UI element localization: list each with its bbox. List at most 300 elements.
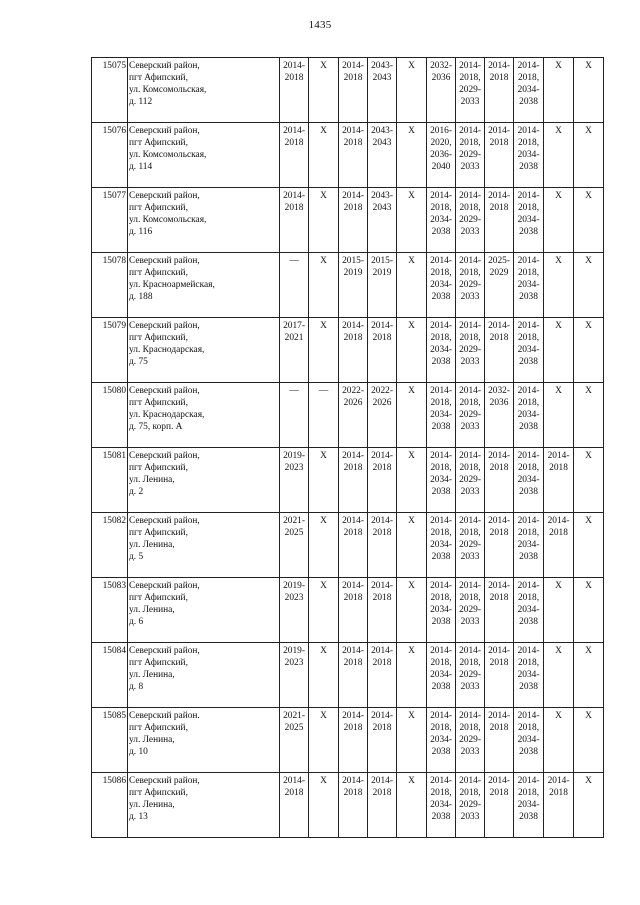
period-value: 2014- <box>342 321 364 331</box>
period-value: 2034- <box>517 345 540 356</box>
address-cell <box>128 123 280 188</box>
period-value: 2043 <box>372 138 392 149</box>
period-cell <box>514 448 544 513</box>
period-value: 2014- <box>342 711 364 721</box>
period-value: 2014- <box>517 321 540 331</box>
period-value: 2033 <box>460 97 480 108</box>
period-cell <box>280 253 309 318</box>
period-cell <box>544 643 574 708</box>
address-line: д. 8 <box>129 682 144 693</box>
period-cell <box>339 188 368 253</box>
period-value: 2033 <box>460 747 480 758</box>
period-value: 2014- <box>459 581 481 591</box>
period-cell <box>456 578 485 643</box>
period-value: X <box>408 581 415 591</box>
address-line: д. 6 <box>129 617 144 628</box>
period-value: 2014- <box>459 451 481 461</box>
period-cell <box>368 253 397 318</box>
period-value: 2018 <box>284 73 304 84</box>
period-cell <box>514 383 544 448</box>
period-value: 2014- <box>430 256 452 266</box>
period-value: 2014- <box>371 581 393 591</box>
period-value: 2018, <box>459 333 481 344</box>
period-cell <box>574 383 604 448</box>
row-number-cell: 15081 <box>92 448 128 513</box>
period-cell <box>309 513 339 578</box>
period-value: 2018 <box>372 593 392 604</box>
period-value: 2018, <box>459 593 481 604</box>
period-value: 2014- <box>371 711 393 721</box>
period-cell <box>368 773 397 838</box>
address-line: пгт Афипский, <box>129 463 188 474</box>
address-cell <box>128 708 280 773</box>
period-value: 2034- <box>517 670 540 681</box>
period-cell <box>280 513 309 578</box>
period-value: 2018, <box>517 463 540 474</box>
period-value: X <box>555 321 562 331</box>
period-value: 2034- <box>430 215 452 226</box>
period-cell <box>397 123 427 188</box>
period-cell <box>280 383 309 448</box>
address-line: ул. Краснодарская, <box>129 345 205 356</box>
period-value: 2026 <box>343 398 363 409</box>
period-value: 2018 <box>489 528 509 539</box>
address-line: д. 5 <box>129 552 144 563</box>
address-cell <box>128 58 280 123</box>
table-row <box>92 708 604 773</box>
period-cell <box>456 448 485 513</box>
period-value: 2021- <box>283 516 305 526</box>
period-value: X <box>555 646 562 656</box>
period-value: 2038 <box>519 227 538 238</box>
period-value: 2014- <box>517 451 540 461</box>
address-line: пгт Афипский, <box>129 723 188 734</box>
period-value: 2018 <box>372 723 392 734</box>
period-value: 2034- <box>430 280 452 291</box>
period-cell <box>514 643 544 708</box>
period-cell <box>397 58 427 123</box>
period-cell <box>397 383 427 448</box>
period-value: X <box>320 126 327 136</box>
period-cell <box>427 773 456 838</box>
period-value: 2029- <box>459 280 481 291</box>
table-row <box>92 448 604 513</box>
period-value: 2034- <box>430 605 452 616</box>
address-line: пгт Афипский, <box>129 268 188 279</box>
period-value: 2018, <box>430 788 452 799</box>
period-cell <box>514 578 544 643</box>
period-value: 2014- <box>488 191 510 201</box>
period-value: 2018 <box>372 463 392 474</box>
period-cell <box>456 188 485 253</box>
period-cell <box>397 643 427 708</box>
period-value: 2029- <box>459 410 481 421</box>
table-row <box>92 253 604 318</box>
row-number-cell: 15077 <box>92 188 128 253</box>
period-value: 2018, <box>517 723 540 734</box>
period-value: 2022- <box>342 386 364 396</box>
period-value: 2029- <box>459 540 481 551</box>
period-value: 2014- <box>517 191 540 201</box>
period-value: 2018 <box>343 593 363 604</box>
period-value: 2036 <box>489 398 509 409</box>
period-value: 2014- <box>342 451 364 461</box>
period-value: 2014- <box>283 191 305 201</box>
table-row <box>92 643 604 708</box>
period-value: X <box>408 126 415 136</box>
period-value: 2038 <box>519 617 538 628</box>
table-row <box>92 123 604 188</box>
period-value: 2023 <box>284 658 304 669</box>
period-value: X <box>408 61 415 71</box>
period-value: 2033 <box>460 812 480 823</box>
period-value: 2014- <box>517 61 540 71</box>
address-cell <box>128 773 280 838</box>
period-value: 2026 <box>372 398 392 409</box>
row-number-cell: 15082 <box>92 513 128 578</box>
period-value: 2014- <box>488 711 510 721</box>
period-cell <box>485 513 514 578</box>
period-cell <box>427 123 456 188</box>
period-cell <box>574 773 604 838</box>
period-cell <box>485 188 514 253</box>
period-value: 2014- <box>517 581 540 591</box>
address-line: пгт Афипский, <box>129 528 188 539</box>
period-cell <box>544 578 574 643</box>
period-value: 2018 <box>343 203 363 214</box>
address-line: Северский район. <box>129 711 200 721</box>
period-value: X <box>408 256 415 266</box>
period-value: 2015- <box>342 256 364 266</box>
period-cell <box>280 773 309 838</box>
address-cell <box>128 188 280 253</box>
period-value: 2018, <box>459 73 481 84</box>
table-row <box>92 188 604 253</box>
period-value: X <box>585 321 592 331</box>
period-cell <box>485 318 514 383</box>
period-value: 2032- <box>488 386 510 396</box>
period-cell <box>544 123 574 188</box>
period-cell <box>368 383 397 448</box>
period-value: 2018 <box>489 723 509 734</box>
period-value: 2018, <box>430 398 452 409</box>
period-cell <box>397 513 427 578</box>
period-cell <box>544 448 574 513</box>
address-line: пгт Афипский, <box>129 398 188 409</box>
address-line: ул. Ленина, <box>129 800 175 811</box>
period-value: 2014- <box>430 711 452 721</box>
address-cell <box>128 578 280 643</box>
address-line: ул. Комсомольская, <box>129 85 207 96</box>
period-value: 2034- <box>517 215 540 226</box>
period-value: X <box>555 191 562 201</box>
period-value: 2014- <box>283 61 305 71</box>
period-cell <box>309 253 339 318</box>
period-value: 2034- <box>517 85 540 96</box>
period-value: 2018, <box>517 788 540 799</box>
period-cell <box>309 318 339 383</box>
period-value: 2038 <box>431 617 451 628</box>
period-value: 2014- <box>459 321 481 331</box>
period-value: 2034- <box>430 670 452 681</box>
period-value: 2043- <box>371 191 393 201</box>
period-value: X <box>555 256 562 266</box>
period-value: 2018, <box>430 203 452 214</box>
address-line: Северский район, <box>129 386 200 396</box>
period-cell <box>456 708 485 773</box>
row-number-cell: 15085 <box>92 708 128 773</box>
period-value: X <box>585 256 592 266</box>
period-value: 2034- <box>430 540 452 551</box>
period-value: 2029- <box>459 215 481 226</box>
period-value: 2014- <box>342 581 364 591</box>
period-value: 2014- <box>283 126 305 136</box>
period-value: X <box>408 776 415 786</box>
address-line: д. 10 <box>129 747 148 758</box>
period-value: 2018, <box>517 138 540 149</box>
period-value: 2018 <box>343 138 363 149</box>
address-line: Северский район, <box>129 451 200 461</box>
table-row <box>92 513 604 578</box>
period-value: 2033 <box>460 682 480 693</box>
period-value: 2014- <box>283 776 305 786</box>
period-cell <box>574 513 604 578</box>
period-cell <box>368 708 397 773</box>
period-cell <box>574 123 604 188</box>
address-line: пгт Афипский, <box>129 658 188 669</box>
address-line: д. 114 <box>129 162 153 173</box>
period-value: X <box>408 646 415 656</box>
period-value: X <box>408 711 415 721</box>
period-cell <box>514 253 544 318</box>
period-value: 2038 <box>431 747 451 758</box>
period-value: 2014- <box>430 451 452 461</box>
period-value: 2014- <box>488 126 510 136</box>
period-cell <box>368 318 397 383</box>
period-cell <box>574 708 604 773</box>
period-cell <box>368 123 397 188</box>
period-value: 2014- <box>517 126 540 136</box>
period-value: 2018, <box>459 398 481 409</box>
period-value: 2043 <box>372 203 392 214</box>
period-cell <box>544 773 574 838</box>
period-value: X <box>585 711 592 721</box>
period-value: 2014- <box>371 646 393 656</box>
period-value: 2014- <box>342 516 364 526</box>
address-line: Северский район, <box>129 126 200 136</box>
period-value: X <box>320 646 327 656</box>
period-value: 2018 <box>284 138 304 149</box>
page-number: 1435 <box>308 19 332 31</box>
period-cell <box>514 513 544 578</box>
period-value: 2014- <box>459 386 481 396</box>
period-value: 2018 <box>343 463 363 474</box>
period-value: 2018, <box>517 333 540 344</box>
period-value: 2038 <box>431 552 451 563</box>
period-value: 2038 <box>519 812 538 823</box>
address-line: ул. Ленина, <box>129 475 175 486</box>
period-value: 2014- <box>488 451 510 461</box>
period-value: 2014- <box>342 126 364 136</box>
period-cell <box>309 188 339 253</box>
period-value: X <box>555 61 562 71</box>
period-value: X <box>555 581 562 591</box>
period-value: 2038 <box>431 682 451 693</box>
period-value: X <box>585 776 592 786</box>
period-value: 2018 <box>549 788 568 799</box>
address-line: пгт Афипский, <box>129 593 188 604</box>
period-value: — <box>289 386 299 396</box>
period-cell <box>485 58 514 123</box>
period-cell <box>574 253 604 318</box>
period-value: 2014- <box>430 386 452 396</box>
period-value: X <box>555 386 562 396</box>
period-value: 2034- <box>517 735 540 746</box>
period-value: 2038 <box>431 422 451 433</box>
period-cell <box>485 773 514 838</box>
address-line: ул. Комсомольская, <box>129 215 207 226</box>
period-cell <box>397 773 427 838</box>
period-value: 2018, <box>517 268 540 279</box>
period-cell <box>485 448 514 513</box>
period-cell <box>427 708 456 773</box>
period-cell <box>574 448 604 513</box>
period-value: 2033 <box>460 422 480 433</box>
period-value: X <box>320 191 327 201</box>
address-line: д. 75, корп. А <box>129 422 183 433</box>
period-value: 2018 <box>343 658 363 669</box>
period-value: 2017- <box>283 321 305 331</box>
period-value: 2018, <box>430 528 452 539</box>
period-cell <box>427 253 456 318</box>
period-cell <box>544 188 574 253</box>
period-cell <box>397 188 427 253</box>
period-cell <box>368 188 397 253</box>
period-cell <box>280 708 309 773</box>
period-cell <box>514 708 544 773</box>
period-value: 2018, <box>459 203 481 214</box>
period-value: X <box>320 776 327 786</box>
period-value: 2018 <box>343 73 363 84</box>
period-value: 2025- <box>488 256 510 266</box>
period-value: 2014- <box>459 191 481 201</box>
period-value: X <box>408 451 415 461</box>
address-line: д. 75 <box>129 357 148 368</box>
period-value: 2040 <box>431 162 451 173</box>
period-cell <box>485 643 514 708</box>
period-value: 2018 <box>489 788 509 799</box>
period-value: 2043- <box>371 126 393 136</box>
period-value: 2014- <box>517 256 540 266</box>
period-value: 2019 <box>372 268 392 279</box>
period-value: 2014- <box>430 581 452 591</box>
period-value: 2034- <box>430 800 452 811</box>
period-value: 2014- <box>342 646 364 656</box>
address-line: пгт Афипский, <box>129 788 188 799</box>
period-value: 2018, <box>459 463 481 474</box>
period-value: 2014- <box>547 776 570 786</box>
address-line: Северский район, <box>129 321 200 331</box>
address-line: ул. Ленина, <box>129 735 175 746</box>
period-cell <box>368 513 397 578</box>
address-line: Северский район, <box>129 191 200 201</box>
period-value: 2033 <box>460 357 480 368</box>
address-line: ул. Красноармейская, <box>129 280 215 291</box>
period-value: 2014- <box>517 711 540 721</box>
period-cell <box>368 578 397 643</box>
period-value: 2033 <box>460 617 480 628</box>
period-value: 2018, <box>459 138 481 149</box>
period-value: 2021- <box>283 711 305 721</box>
period-value: 2038 <box>519 487 538 498</box>
period-value: 2038 <box>519 292 538 303</box>
period-value: 2029- <box>459 475 481 486</box>
period-value: X <box>585 61 592 71</box>
period-value: 2029- <box>459 85 481 96</box>
period-value: X <box>555 711 562 721</box>
period-value: 2018, <box>517 398 540 409</box>
period-value: 2018 <box>489 203 509 214</box>
period-value: X <box>320 581 327 591</box>
period-value: 2018, <box>430 593 452 604</box>
period-value: 2033 <box>460 292 480 303</box>
period-cell <box>309 643 339 708</box>
period-value: 2018 <box>372 788 392 799</box>
period-cell <box>485 708 514 773</box>
period-cell <box>339 318 368 383</box>
period-value: 2014- <box>459 256 481 266</box>
address-line: ул. Комсомольская, <box>129 150 207 161</box>
period-value: 2034- <box>517 410 540 421</box>
period-value: 2018, <box>517 593 540 604</box>
period-cell <box>427 188 456 253</box>
period-value: X <box>585 451 592 461</box>
period-cell <box>309 773 339 838</box>
period-cell <box>280 643 309 708</box>
address-line: д. 2 <box>129 487 144 498</box>
period-value: 2014- <box>488 321 510 331</box>
period-value: 2018 <box>372 658 392 669</box>
period-value: 2014- <box>517 646 540 656</box>
period-value: 2014- <box>342 776 364 786</box>
period-cell <box>309 448 339 513</box>
period-value: X <box>408 191 415 201</box>
period-value: 2034- <box>430 345 452 356</box>
period-cell <box>456 643 485 708</box>
period-value: — <box>289 256 299 266</box>
period-value: 2018, <box>517 658 540 669</box>
period-value: 2034- <box>517 475 540 486</box>
period-value: 2022- <box>371 386 393 396</box>
period-value: 2014- <box>517 386 540 396</box>
period-value: X <box>408 516 415 526</box>
period-value: 2018 <box>489 73 509 84</box>
period-value: 2016- <box>430 126 452 136</box>
period-cell <box>427 513 456 578</box>
period-cell <box>544 318 574 383</box>
period-value: X <box>585 191 592 201</box>
period-cell <box>456 253 485 318</box>
period-value: 2014- <box>430 191 452 201</box>
period-cell <box>309 578 339 643</box>
period-value: 2034- <box>517 150 540 161</box>
period-value: 2014- <box>547 516 570 526</box>
period-value: X <box>320 711 327 721</box>
period-cell <box>456 58 485 123</box>
period-value: 2029- <box>459 150 481 161</box>
period-value: 2019- <box>283 581 305 591</box>
period-cell <box>280 188 309 253</box>
